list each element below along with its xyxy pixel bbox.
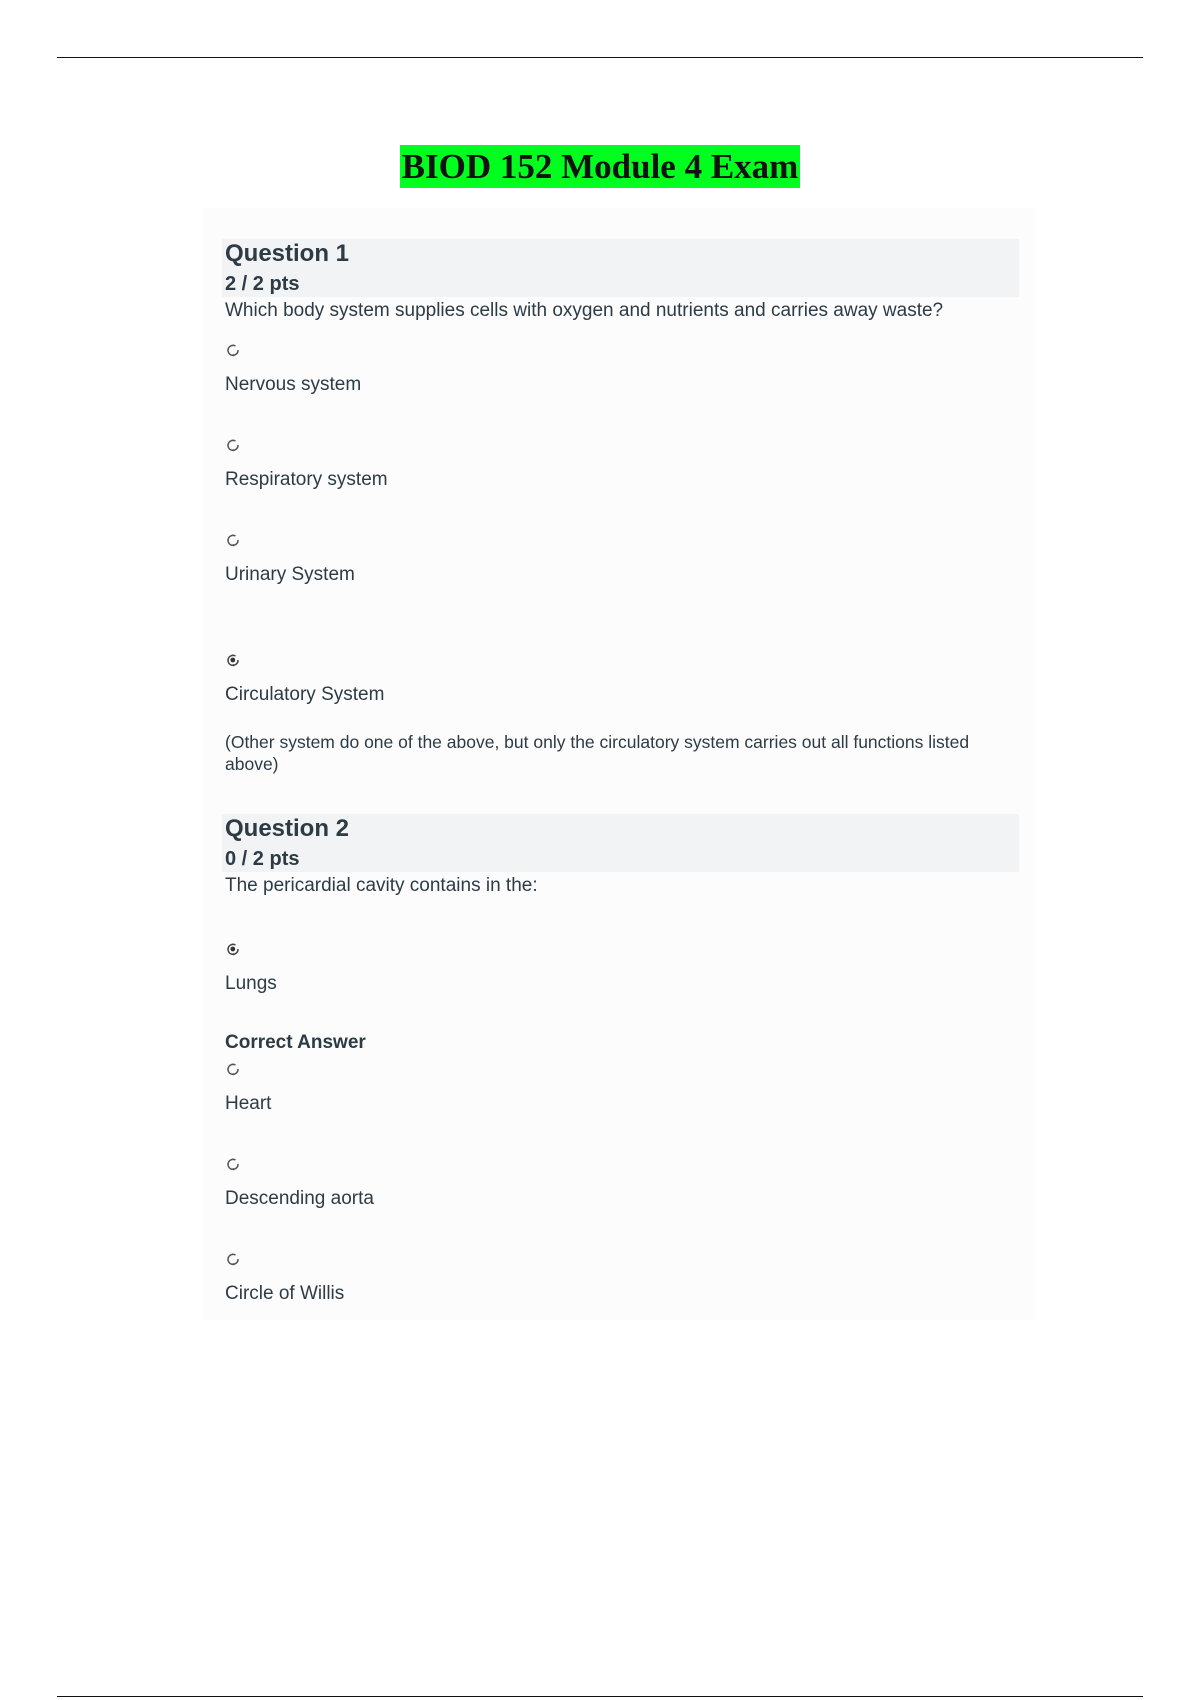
radio-unselected-icon[interactable]	[226, 343, 240, 357]
question-1-points: 2 / 2 pts	[225, 273, 300, 295]
answer-label: Descending aorta	[225, 1188, 374, 1209]
answer-label: Circle of Willis	[225, 1283, 345, 1304]
top-rule	[57, 57, 1143, 58]
question-2-text: The pericardial cavity contains in the:	[225, 875, 538, 896]
bottom-rule	[57, 1696, 1143, 1697]
radio-unselected-icon[interactable]	[226, 1062, 240, 1076]
answer-label: Nervous system	[225, 374, 362, 395]
question-1-text: Which body system supplies cells with oxygen and nutrients and carries away waste?	[225, 300, 944, 321]
answer-label: Respiratory system	[225, 469, 388, 490]
correct-answer-label: Correct Answer	[225, 1032, 366, 1053]
answer-feedback: (Other system do one of the above, but only the circulatory system carries out all functions listed above)	[225, 732, 970, 774]
answer-label: Lungs	[225, 973, 277, 994]
question-2-points: 0 / 2 pts	[225, 848, 300, 870]
question-2-title: Question 2	[225, 815, 350, 842]
document-title	[0, 145, 1200, 188]
answer-label: Circulatory System	[225, 684, 385, 705]
radio-unselected-icon[interactable]	[226, 533, 240, 547]
question-1-title: Question 1	[225, 240, 350, 267]
radio-unselected-icon[interactable]	[226, 1157, 240, 1171]
answer-label: Heart	[225, 1093, 272, 1114]
answer-label: Urinary System	[225, 564, 355, 585]
radio-selected-icon[interactable]	[226, 653, 240, 667]
radio-unselected-icon[interactable]	[226, 1252, 240, 1266]
radio-unselected-icon[interactable]	[226, 438, 240, 452]
document-title-text: BIOD 152 Module 4 Exam	[401, 147, 799, 186]
radio-selected-icon[interactable]	[226, 942, 240, 956]
